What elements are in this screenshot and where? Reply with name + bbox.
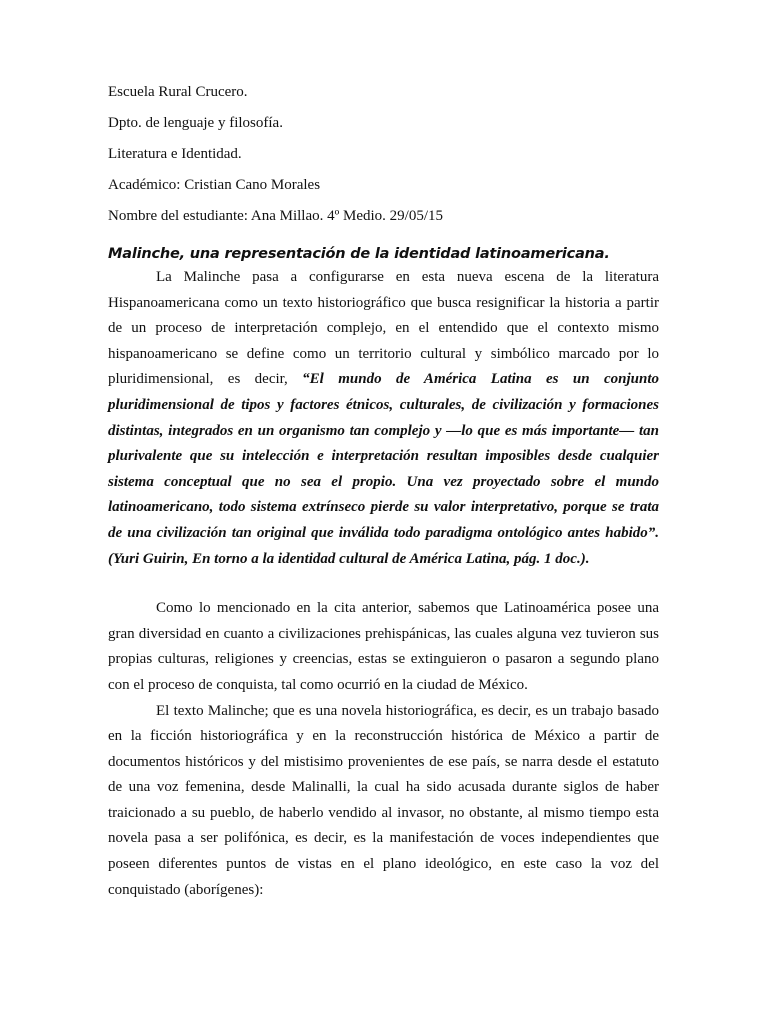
paragraph-3: El texto Malinche; que es una novela historiográfica, es decir, es un trabajo basado en la ficción historiográfica y en la reconstrucción histórica de México a partir de documentos históricos y del mistisimo provenientes de ese país, se narra desde el estatuto de una voz femenina, desde Malinalli, la cual ha sido acusada durante siglos de haber traicionado a su pueblo, de haberlo vendido al invasor, no obstante, al mismo tiempo esta novela pasa a ser polifónica, es decir, es la manifestación de voces independientes que poseen diferentes puntos de vistas en el plano ideológico, en este caso la voz del conquistado (aborígenes):	[108, 702, 659, 898]
department-name: Dpto. de lenguaje y filosofía.	[108, 115, 283, 131]
paragraph-1	[108, 265, 659, 572]
academic-name: Académico: Cristian Cano Morales	[108, 177, 321, 193]
document-page	[108, 82, 659, 903]
paragraph-1-intro: La Malinche pasa a configurarse en esta nueva escena de la literatura Hispanoamericana como un texto historiográfico que busca resignificar la historia a partir de un proceso de interpretación complejo, en el entendido que el contexto mismo hispanoamericano se define como un territorio cultural y simbólico marcado por lo pluridimensional, es decir,	[108, 269, 659, 388]
student-info: Nombre del estudiante: Ana Millao. 4º Medio. 29/05/15	[108, 208, 444, 224]
course-name: Literatura e Identidad.	[108, 146, 242, 162]
paragraph-1-quote: “El mundo de América Latina es un conjunto pluridimensional de tipos y factores étnicos, culturales, de civilización y formaciones distintas, integrados en un organismo tan complejo y —lo que es más importante— tan plurivalente que su intelección e interpretación resultan imposibles desde cualquier sistema conceptual que no sea el propio. Una vez proyectado sobre el mundo latinoamericano, todo sistema extrínseco pierde su valor interpretativo, porque se trata de una civilización tan original que inválida todo paradigma ontológico antes habido”. (Yuri Guirin, En torno a la identidad cultural de América Latina, pág. 1 doc.).	[108, 371, 659, 567]
essay-title: Malinche, una representación de la identidad latinoamericana.	[108, 246, 610, 262]
school-name: Escuela Rural Crucero.	[108, 84, 248, 100]
paragraph-2: Como lo mencionado en la cita anterior, sabemos que Latinoamérica posee una gran diversidad en cuanto a civilizaciones prehispánicas, las cuales alguna vez tuvieron sus propias culturas, religiones y creencias, estas se extinguieron o pasaron a segundo plano con el proceso de conquista, tal como ocurrió en la ciudad de México.	[108, 600, 659, 693]
